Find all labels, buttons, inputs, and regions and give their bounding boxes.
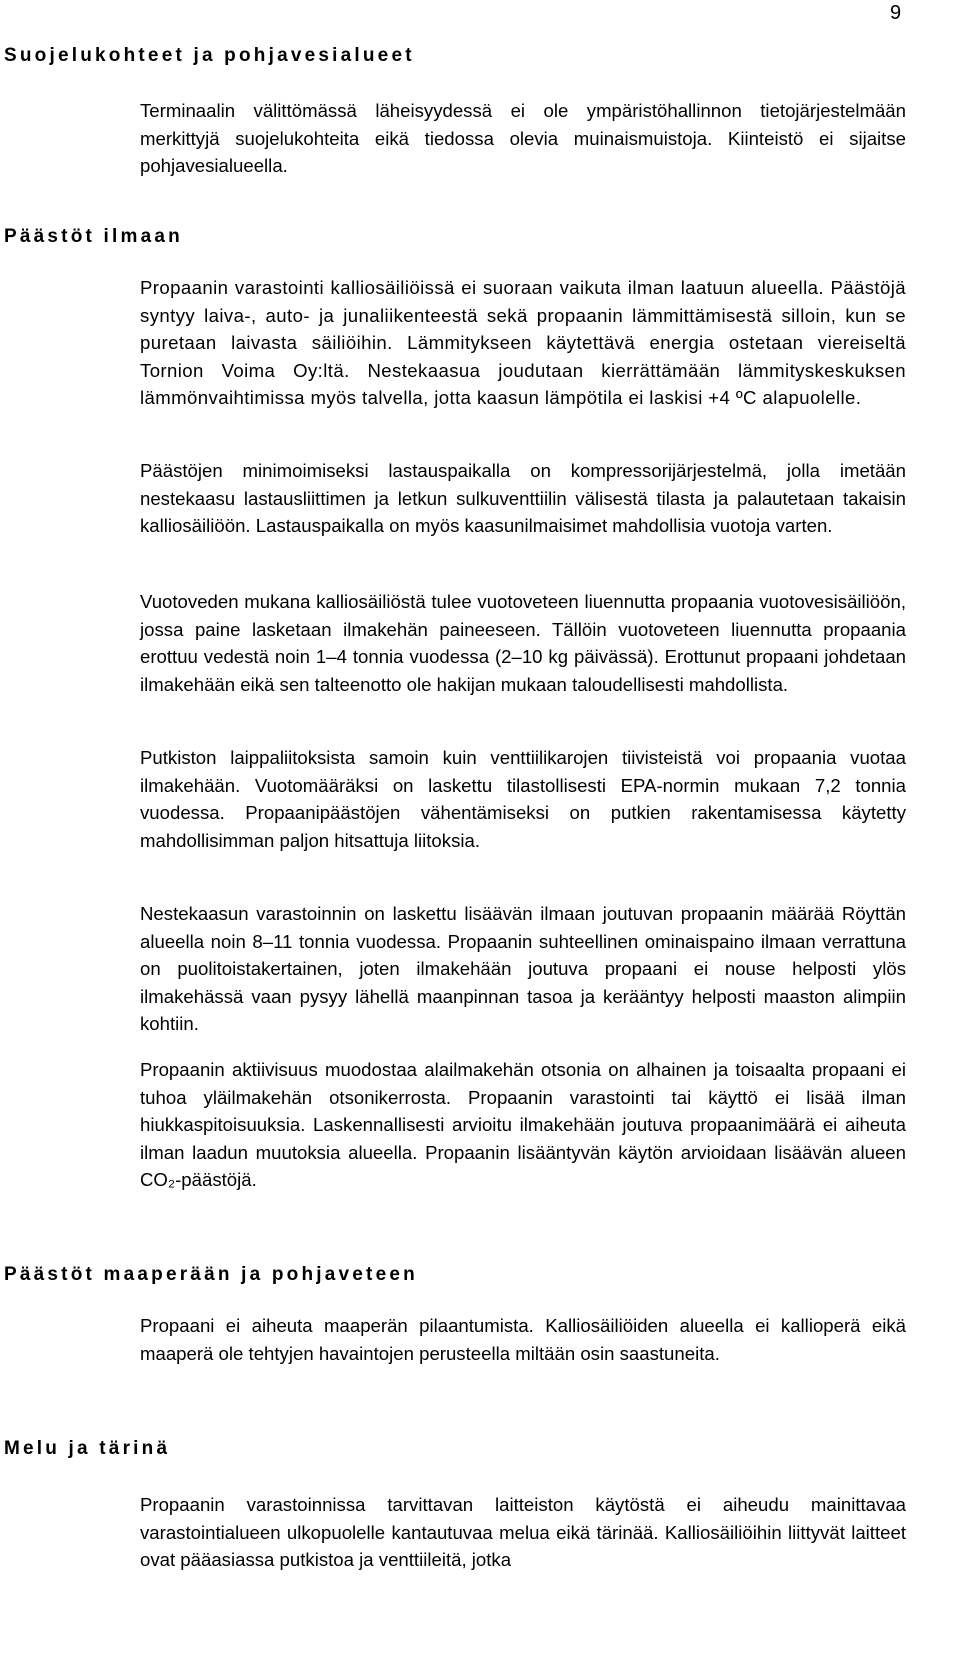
page-number: 9 (890, 2, 902, 24)
paragraph: Propaanin aktiivisuus muodostaa alailmakehän otsonia on alhainen ja toisaalta propaani ei tuhoa yläilmakehän otsonikerrosta. Propaanin varastointi tai käyttö ei lisää ilman hiukkaspitoisuuksia. Laskennallisesti arvioitu ilmakehään joutuva propaanimäärä ei aiheuta ilman laadun muutoksia alueella. Propaanin lisääntyvän käytön arvioidaan lisäävän alueen CO₂-päästöjä. (140, 1059, 906, 1190)
paragraph: Vuotoveden mukana kalliosäiliöstä tulee vuotoveteen liuennutta propaania vuotovesisäiliöön, jossa paine lasketaan ilmakehän paineeseen. Tällöin vuotoveteen liuennutta propaania erottuu vedestä noin 1–4 tonnia vuodessa (2–10 kg päivässä). Erottunut propaani johdetaan ilmakehään eikä sen talteenotto ole hakijan mukaan taloudellisesti mahdollista. (140, 591, 906, 695)
paragraph: Päästöjen minimoimiseksi lastauspaikalla on kompressorijärjestelmä, jolla imetään nestekaasu lastausliittimen ja letkun sulkuventtiilin välisestä tilasta ja palautetaan takaisin kalliosäiliöön. Lastauspaikalla on myös kaasunilmaisimet mahdollisia vuotoja varten. (140, 460, 906, 536)
paragraph: Putkiston laippaliitoksista samoin kuin venttiilikarojen tiivisteistä voi propaania vuotaa ilmakehään. Vuotomääräksi on laskettu tilastollisesti EPA-normin mukaan 7,2 tonnia vuodessa. Propaanipäästöjen vähentämiseksi on putkien rakentamisessa käytetty mahdollisimman paljon hitsattuja liitoksia. (140, 747, 906, 851)
section-heading-suojelukohteet: Suojelukohteet ja pohjavesialueet (4, 45, 415, 66)
paragraph: Terminaalin välittömässä läheisyydessä ei ole ympäristöhallinnon tietojärjestelmään merkittyjä suojelukohteita eikä tiedossa olevia muinaismuistoja. Kiinteistö ei sijaitse pohjavesialueella. (140, 100, 906, 176)
paragraph: Propaanin varastoinnissa tarvittavan laitteiston käytöstä ei aiheudu mainittavaa varastointialueen ulkopuolelle kantautuvaa melua eikä tärinää. Kalliosäiliöihin liittyvät laitteet ovat pääasiassa putkistoa ja venttiileitä, jotka (140, 1494, 906, 1570)
section-heading-melu-ja-tarina: Melu ja tärinä (4, 1438, 171, 1459)
section-heading-paastot-ilmaan: Päästöt ilmaan (4, 226, 183, 247)
paragraph: Propaani ei aiheuta maaperän pilaantumista. Kalliosäiliöiden alueella ei kallioperä eikä maaperä ole tehtyjen havaintojen perusteella miltään osin saastuneita. (140, 1315, 906, 1364)
paragraph: Propaanin varastointi kalliosäiliöissä ei suoraan vaikuta ilman laatuun alueella. Päästöjä syntyy laiva-, auto- ja junaliikenteestä sekä propaanin lämmittämisestä silloin, kun se puretaan laivasta säiliöihin. Lämmitykseen käytettävä energia ostetaan viereiseltä Tornion Voima Oy:ltä. Nestekaasua joudutaan kierrättämään lämmityskeskuksen lämmönvaihtimissa myös talvella, jotta kaasun lämpötila ei laskisi +4 ºC alapuolelle. (140, 277, 906, 408)
section-heading-paastot-maaperaan: Päästöt maaperään ja pohjaveteen (4, 1264, 418, 1285)
paragraph: Nestekaasun varastoinnin on laskettu lisäävän ilmaan joutuvan propaanin määrää Röyttän alueella noin 8–11 tonnia vuodessa. Propaanin suhteellinen ominaispaino ilmaan verrattuna on puolitoistakertainen, joten ilmakehään joutuva propaani ei nouse helposti ylös ilmakehässä vaan pysyy lähellä maanpinnan tasoa ja kerääntyy helposti maaston alimpiin kohtiin. (140, 903, 906, 1034)
